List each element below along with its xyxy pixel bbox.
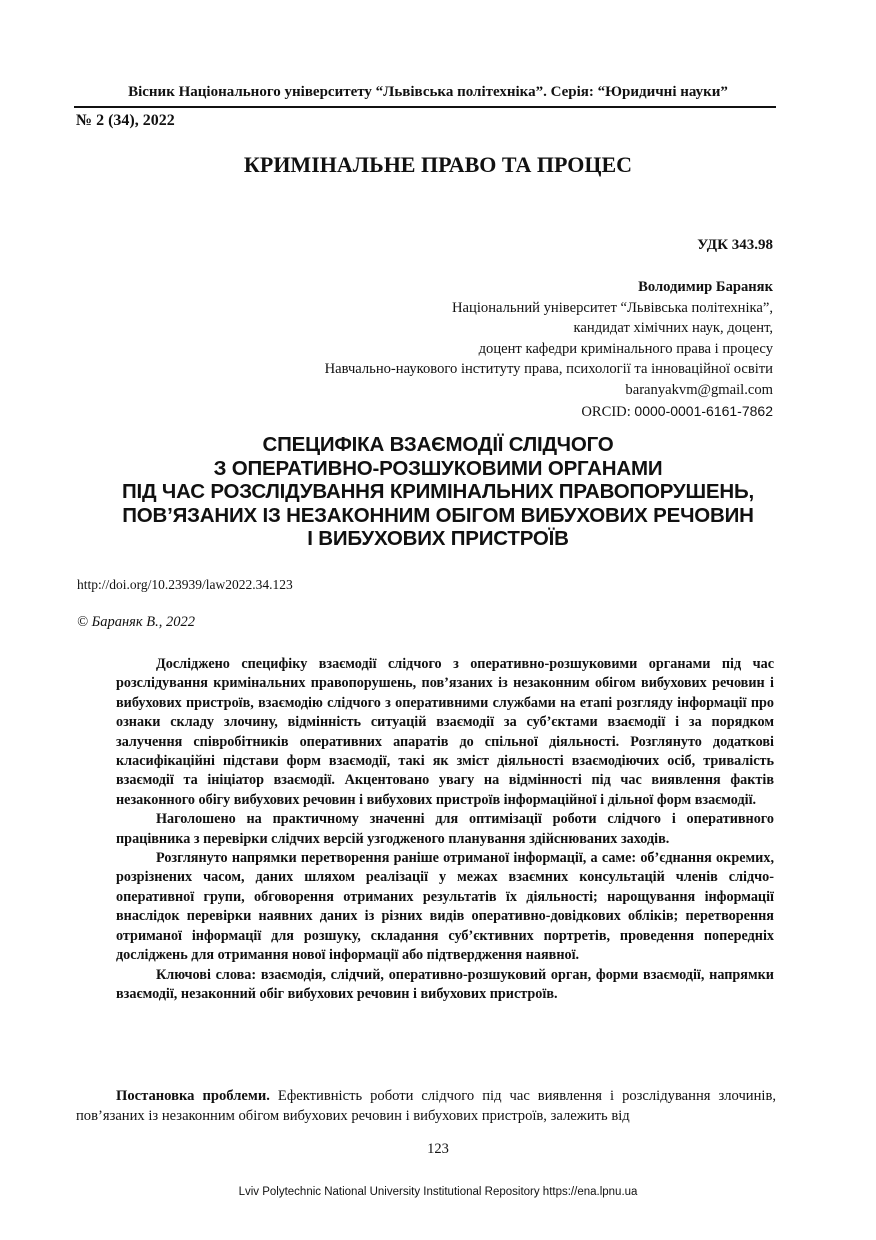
author-name: Володимир Бараняк <box>638 279 773 295</box>
title-line: З ОПЕРАТИВНО-РОЗШУКОВИМИ ОРГАНАМИ <box>213 456 663 480</box>
affiliation-line: Навчально-наукового інституту права, психології та інноваційної освіти <box>324 361 773 378</box>
body-paragraph-text: Ефективність роботи слідчого під час виявлення і розслідування злочинів, пов’язаних із незаконним обігом вибухових речовин і вибухових пристроїв, залежить від <box>76 1088 776 1124</box>
journal-header: Вісник Національного університету “Львівська політехніка”. Серія: “Юридичні науки” <box>128 84 728 100</box>
keywords: Ключові слова: взаємодія, слідчий, оперативно-розшуковий орган, форми взаємодії, напрямки взаємодії, незаконний обіг вибухових речовин і вибухових пристроїв. <box>116 966 774 1002</box>
article-title <box>60 433 816 551</box>
orcid-id[interactable]: 0000-0001-6161-7862 <box>634 402 773 419</box>
abstract-paragraph: Наголошено на практичному значенні для оптимізації роботи слідчого і оперативного працівника з перевірки слідчих версій узгодженого планування здійснюваних заходів. <box>116 811 774 847</box>
abstract-paragraph: Розглянуто напрямки перетворення раніше отриманої інформації, а саме: об’єднання окремих, розрізнених часом, даних шляхом реалізації у межах взаємних консультацій членів слідчо-оперативної групи, обговорення отриманих результатів їх діяльності; нарощування інформації внаслідок перевірки наявних даних із різних видів оперативно-довідкових обліків; перетворення отриманої інформації для розшуку, складання суб’єктивних портретів, проведення попередніх досліджень для отримання нової інформації або підтвердження наявної. <box>116 850 774 964</box>
abstract <box>116 655 774 1004</box>
body-text <box>76 1086 776 1126</box>
section-lead: Постановка проблеми. <box>116 1088 270 1104</box>
affiliation-line: кандидат хімічних наук, доцент, <box>573 320 773 337</box>
orcid-label: ORCID: <box>581 403 635 420</box>
body-paragraph <box>76 1086 776 1126</box>
copyright: © Бараняк В., 2022 <box>77 614 196 630</box>
title-line: І ВИБУХОВИХ ПРИСТРОЇВ <box>307 527 569 550</box>
affiliation-line: доцент кафедри кримінального права і процесу <box>478 340 773 357</box>
title-line: ПОВ’ЯЗАНИХ ІЗ НЕЗАКОННИМ ОБІГОМ ВИБУХОВИХ РЕЧОВИН <box>122 503 754 527</box>
title-line: ПІД ЧАС РОЗСЛІДУВАННЯ КРИМІНАЛЬНИХ ПРАВОПОРУШЕНЬ, <box>122 480 754 503</box>
udc-code: УДК 343.98 <box>697 237 773 253</box>
doi-link[interactable]: http://doi.org/10.23939/law2022.34.123 <box>77 577 293 592</box>
author-email[interactable]: baranyakvm@gmail.com <box>625 381 773 398</box>
repository-footer: Lviv Polytechnic National University Institutional Repository https://ena.lpnu.ua <box>238 1186 638 1198</box>
author-block <box>325 277 773 422</box>
issue-number: № 2 (34), 2022 <box>76 112 175 129</box>
orcid-line <box>325 401 773 423</box>
section-title: КРИМІНАЛЬНЕ ПРАВО ТА ПРОЦЕС <box>243 152 633 177</box>
page-number: 123 <box>427 1141 449 1157</box>
title-line: СПЕЦИФІКА ВЗАЄМОДІЇ СЛІДЧОГО <box>262 433 614 456</box>
header-rule <box>74 106 776 108</box>
abstract-paragraph: Досліджено специфіку взаємодії слідчого з оперативно-розшуковими органами під час розслідування кримінальних правопорушень, пов’язаних із незаконним обігом вибухових речовин і вибухових пристроїв, взаємодію слідчого з оперативними службами на етапі розгляду інформації про ознаки складу злочину, відмінність ситуацій взаємодії за суб’єктами взаємодії і за порядком залучення співробітників оперативних апаратів до спільної діяльності. Розглянуто додаткові класифікаційні підстави форм взаємодії, такі як зміст діяльності взаємодіючих осіб, тривалість взаємодії та ініціатор взаємодії. Акцентовано увагу на відмінності під час виявлення фактів незаконного обігу вибухових речовин і вибухових пристроїв інформаційної і дільної форм взаємодії. <box>116 656 774 808</box>
affiliation-line: Національний університет “Львівська політехніка”, <box>452 299 773 316</box>
